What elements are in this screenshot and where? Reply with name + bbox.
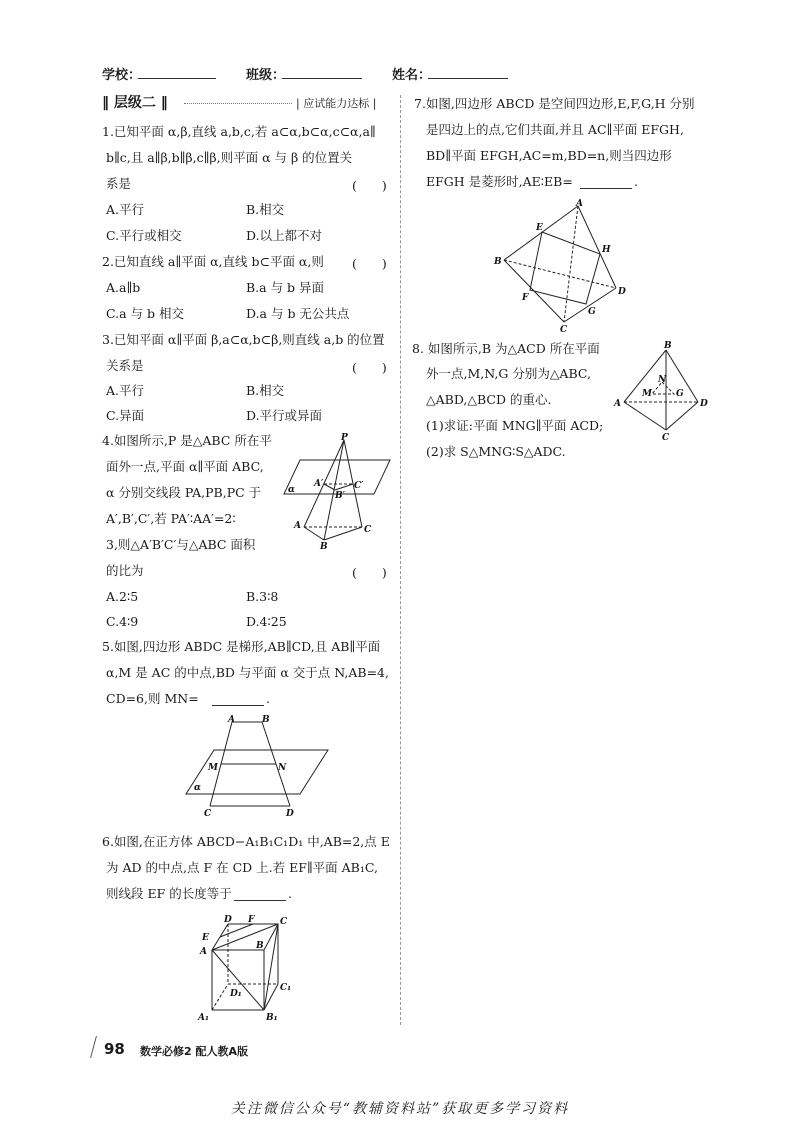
label-d: D	[224, 915, 232, 925]
label-a: A	[614, 399, 621, 409]
q5-figure	[180, 712, 330, 822]
footer-divider	[90, 1036, 97, 1058]
edge-ab	[304, 527, 324, 540]
label-alpha: α	[288, 485, 295, 495]
q8-line: △ABD,△BCD 的重心.	[426, 392, 552, 407]
label-a: A	[200, 947, 207, 957]
q3-option-c[interactable]: C.异面	[106, 408, 145, 423]
page-number: 98	[104, 1040, 125, 1058]
label-m: M	[642, 389, 652, 399]
school-field[interactable]	[138, 78, 216, 79]
label-c1: C₁	[280, 983, 292, 993]
q1-line: 1.已知平面 α,β,直线 a,b,c,若 a⊂α,b⊂α,c⊂α,a∥	[102, 124, 376, 139]
label-b: B	[262, 715, 270, 725]
label-n: N	[658, 375, 667, 385]
q4-option-d[interactable]: D.4∶25	[246, 614, 287, 629]
q1-line: 系是	[106, 176, 132, 191]
diag-ac	[212, 924, 278, 950]
q4-line: 面外一点,平面 α∥平面 ABC,	[106, 459, 264, 474]
q6-answer-blank[interactable]	[234, 888, 286, 901]
q8-line: (2)求 S△MNG∶S△ADC.	[426, 444, 566, 459]
q3-line: 关系是	[106, 358, 144, 373]
label-g: G	[676, 389, 684, 399]
label-b: B	[320, 542, 328, 550]
q1-line: b∥c,且 a∥β,b∥β,c∥β,则平面 α 与 β 的位置关	[106, 150, 353, 165]
label-b: B	[494, 257, 502, 267]
q3-option-a[interactable]: A.平行	[106, 383, 145, 398]
q4-line: α 分别交线段 PA,PB,PC 于	[106, 485, 262, 500]
label-b: B	[256, 941, 264, 951]
label-h: H	[602, 245, 611, 255]
name-label: 姓名：	[392, 68, 432, 83]
q7-period: .	[634, 174, 638, 189]
q8-line: 外一点,M,N,G 分别为△ABC,	[426, 366, 591, 381]
q3-line: 3.已知平面 α∥平面 β,a⊂α,b⊂β,则直线 a,b 的位置	[102, 332, 385, 347]
q3-option-d[interactable]: D.平行或异面	[246, 408, 323, 423]
q1-option-d[interactable]: D.以上都不对	[246, 228, 323, 243]
level-title: ‖ 层级二 ‖	[102, 95, 168, 111]
q1-option-a[interactable]: A.平行	[106, 202, 145, 217]
label-b1: B₁	[266, 1013, 278, 1023]
q7-line: BD∥平面 EFGH,AC=m,BD=n,则当四边形	[426, 148, 672, 163]
q4-line: 的比为	[106, 563, 144, 578]
edge-b1c1	[335, 484, 353, 490]
q6-line: 则线段 EF 的长度等于	[106, 886, 232, 901]
edge-ab	[504, 206, 578, 260]
label-f: F	[522, 293, 529, 303]
q2-option-b[interactable]: B.a 与 b 异面	[246, 280, 325, 295]
level-subtitle: | 应试能力达标 |	[296, 97, 377, 110]
q2-option-c[interactable]: C.a 与 b 相交	[106, 306, 184, 321]
diag-ab1	[212, 950, 264, 1010]
label-c: C	[560, 325, 568, 334]
q3-answer-paren[interactable]: ( )	[352, 360, 387, 375]
q1-option-c[interactable]: C.平行或相交	[106, 228, 182, 243]
edge-a1b1	[324, 484, 335, 490]
label-b1: B′	[335, 491, 345, 501]
q5-line: α,M 是 AC 的中点,BD 与平面 α 交于点 N,AB=4,	[106, 665, 389, 680]
q4-line: 4.如图所示,P 是△ABC 所在平	[102, 433, 272, 448]
segment-ef	[220, 924, 253, 937]
level-dots	[184, 103, 292, 104]
label-a: A	[294, 521, 301, 531]
q5-answer-blank[interactable]	[212, 693, 264, 706]
column-divider	[400, 95, 401, 1025]
q4-answer-paren[interactable]: ( )	[352, 565, 387, 580]
label-alpha: α	[194, 783, 201, 793]
q6-line: 为 AD 的中点,点 F 在 CD 上.若 EF∥平面 AB₁C,	[106, 860, 378, 875]
q4-line: 3,则△A′B′C′与△ABC 面积	[106, 537, 256, 552]
book-title: 数学必修2 配人教A版	[140, 1045, 248, 1058]
q8-figure	[612, 338, 712, 444]
label-c: C	[204, 809, 212, 819]
label-c: C	[280, 917, 288, 927]
label-d1: D₁	[230, 989, 242, 999]
q5-line: CD=6,则 MN=	[106, 691, 199, 706]
q2-line: 2.已知直线 a∥平面 α,直线 b⊂平面 α,则	[102, 254, 324, 269]
label-a: A	[576, 199, 583, 209]
label-p: P	[341, 433, 348, 443]
q5-line: 5.如图,四边形 ABDC 是梯形,AB∥CD,且 AB∥平面	[102, 639, 381, 654]
q4-option-c[interactable]: C.4∶9	[106, 614, 139, 629]
label-n: N	[278, 763, 287, 773]
q4-line: A′,B′,C′,若 PA′∶AA′=2∶	[106, 511, 236, 526]
label-e: E	[536, 223, 543, 233]
q6-figure	[190, 910, 300, 1026]
q1-answer-paren[interactable]: ( )	[352, 178, 387, 193]
class-label: 班级：	[246, 68, 286, 83]
q2-option-a[interactable]: A.a∥b	[106, 280, 141, 295]
q8-line: 8. 如图所示,B 为△ACD 所在平面	[412, 341, 600, 356]
label-b: B	[664, 341, 672, 351]
q6-period: .	[288, 886, 292, 901]
label-d: D	[700, 399, 708, 409]
label-m: M	[208, 763, 218, 773]
q2-option-d[interactable]: D.a 与 b 无公共点	[246, 306, 350, 321]
q7-line: 7.如图,四边形 ABCD 是空间四边形,E,F,G,H 分别	[414, 96, 695, 111]
label-c1: C′	[354, 481, 364, 491]
label-e: E	[202, 933, 209, 943]
edge-bc	[324, 527, 362, 540]
q3-option-b[interactable]: B.相交	[246, 383, 285, 398]
q5-period: .	[266, 691, 270, 706]
label-c: C	[662, 433, 670, 443]
label-f: F	[248, 915, 255, 925]
q6-line: 6.如图,在正方体 ABCD−A₁B₁C₁D₁ 中,AB=2,点 E	[102, 834, 390, 849]
label-a1: A₁	[198, 1013, 209, 1023]
q7-figure	[490, 196, 640, 334]
label-c: C	[364, 525, 372, 535]
edge-a1d1	[212, 984, 228, 1010]
class-field[interactable]	[282, 78, 362, 79]
edge-ac	[564, 206, 578, 322]
q7-answer-blank[interactable]	[580, 176, 632, 189]
label-g: G	[588, 307, 596, 317]
label-a: A	[228, 715, 235, 725]
edge-cd	[666, 402, 698, 430]
label-d: D	[618, 287, 626, 297]
label-a1: A′	[314, 479, 324, 489]
bottom-note: 关注微信公众号“教辅资料站”获取更多学习资料	[230, 1101, 570, 1117]
q7-line: 是四边上的点,它们共面,并且 AC∥平面 EFGH,	[426, 122, 684, 137]
q8-line: (1)求证:平面 MNG∥平面 ACD;	[426, 418, 604, 433]
quad-efgh	[530, 232, 600, 304]
q4-option-b[interactable]: B.3∶8	[246, 589, 279, 604]
q2-answer-paren[interactable]: ( )	[352, 256, 387, 271]
edge-ac	[624, 402, 666, 430]
name-field[interactable]	[428, 78, 508, 79]
label-d: D	[286, 809, 294, 819]
edge-bd	[504, 260, 616, 288]
q4-figure	[282, 432, 392, 550]
q4-option-a[interactable]: A.2∶5	[106, 589, 139, 604]
school-label: 学校：	[102, 68, 142, 83]
q7-line: EFGH 是菱形时,AE∶EB=	[426, 174, 573, 189]
q1-option-b[interactable]: B.相交	[246, 202, 285, 217]
